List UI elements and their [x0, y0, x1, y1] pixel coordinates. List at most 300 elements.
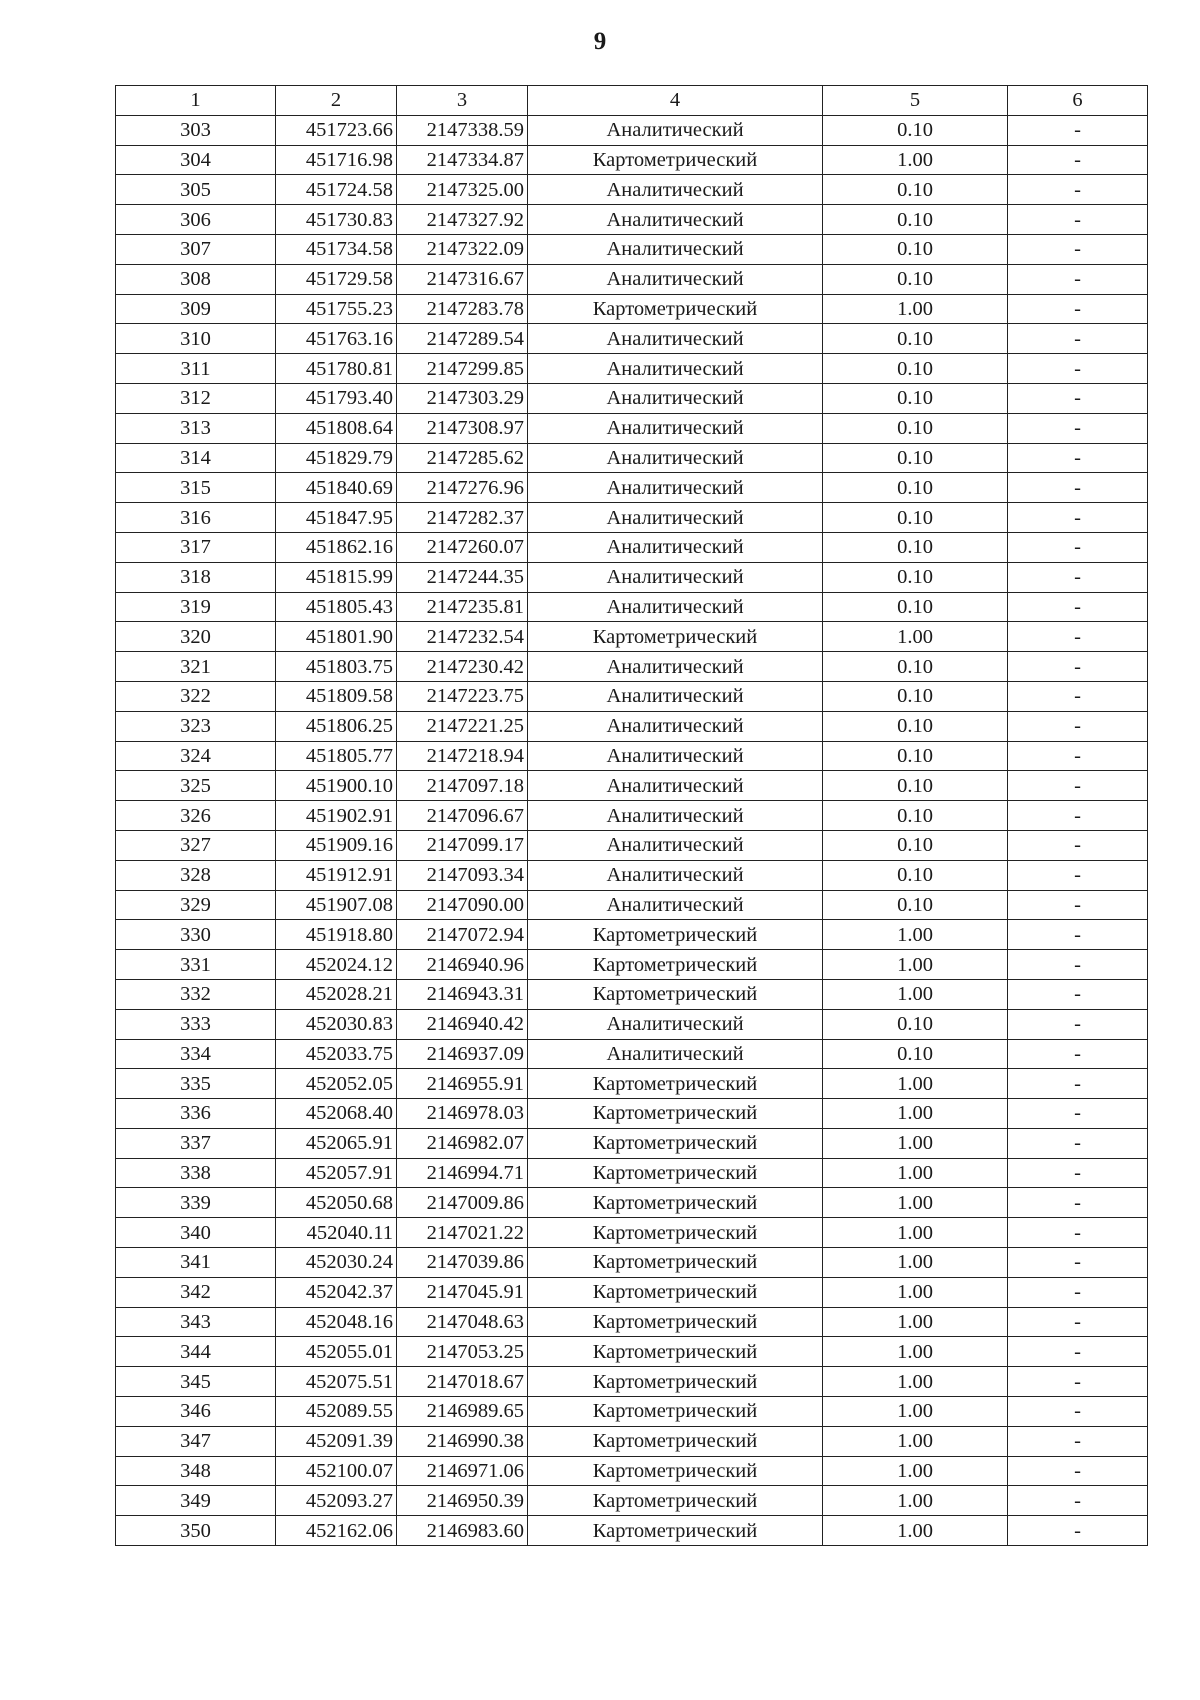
point-number-cell: 347	[116, 1426, 276, 1456]
x-coordinate-cell: 451907.08	[276, 890, 397, 920]
y-coordinate-cell: 2147045.91	[397, 1277, 528, 1307]
point-number-cell: 315	[116, 473, 276, 503]
y-coordinate-cell: 2147244.35	[397, 562, 528, 592]
method-cell: Картометрический	[528, 1277, 823, 1307]
y-coordinate-cell: 2146990.38	[397, 1426, 528, 1456]
point-number-cell: 306	[116, 205, 276, 235]
y-coordinate-cell: 2147260.07	[397, 532, 528, 562]
table-row	[116, 890, 1148, 920]
accuracy-cell: 0.10	[823, 860, 1008, 890]
method-cell: Аналитический	[528, 890, 823, 920]
method-cell: Картометрический	[528, 1426, 823, 1456]
table-row	[116, 234, 1148, 264]
note-cell: -	[1008, 324, 1148, 354]
accuracy-cell: 0.10	[823, 175, 1008, 205]
table-row	[116, 1397, 1148, 1427]
table-row	[116, 1218, 1148, 1248]
accuracy-cell: 0.10	[823, 354, 1008, 384]
x-coordinate-cell: 451806.25	[276, 711, 397, 741]
note-cell: -	[1008, 1456, 1148, 1486]
x-coordinate-cell: 451912.91	[276, 860, 397, 890]
note-cell: -	[1008, 115, 1148, 145]
method-cell: Картометрический	[528, 1307, 823, 1337]
y-coordinate-cell: 2146937.09	[397, 1039, 528, 1069]
y-coordinate-cell: 2146983.60	[397, 1516, 528, 1546]
method-cell: Аналитический	[528, 1039, 823, 1069]
point-number-cell: 332	[116, 979, 276, 1009]
column-header-3: 3	[397, 86, 528, 116]
x-coordinate-cell: 451902.91	[276, 801, 397, 831]
note-cell: -	[1008, 1099, 1148, 1129]
note-cell: -	[1008, 711, 1148, 741]
note-cell: -	[1008, 1277, 1148, 1307]
y-coordinate-cell: 2147218.94	[397, 741, 528, 771]
point-number-cell: 339	[116, 1188, 276, 1218]
y-coordinate-cell: 2147039.86	[397, 1248, 528, 1278]
note-cell: -	[1008, 1516, 1148, 1546]
accuracy-cell: 1.00	[823, 950, 1008, 980]
note-cell: -	[1008, 1039, 1148, 1069]
table-row	[116, 622, 1148, 652]
y-coordinate-cell: 2147289.54	[397, 324, 528, 354]
table-row	[116, 1128, 1148, 1158]
table-row	[116, 1337, 1148, 1367]
note-cell: -	[1008, 1218, 1148, 1248]
point-number-cell: 325	[116, 771, 276, 801]
y-coordinate-cell: 2146950.39	[397, 1486, 528, 1516]
accuracy-cell: 1.00	[823, 979, 1008, 1009]
table-row	[116, 681, 1148, 711]
x-coordinate-cell: 451730.83	[276, 205, 397, 235]
accuracy-cell: 0.10	[823, 681, 1008, 711]
point-number-cell: 304	[116, 145, 276, 175]
y-coordinate-cell: 2147099.17	[397, 830, 528, 860]
method-cell: Аналитический	[528, 205, 823, 235]
method-cell: Картометрический	[528, 1069, 823, 1099]
y-coordinate-cell: 2147334.87	[397, 145, 528, 175]
y-coordinate-cell: 2147009.86	[397, 1188, 528, 1218]
x-coordinate-cell: 452048.16	[276, 1307, 397, 1337]
accuracy-cell: 1.00	[823, 1218, 1008, 1248]
x-coordinate-cell: 452030.24	[276, 1248, 397, 1278]
x-coordinate-cell: 452065.91	[276, 1128, 397, 1158]
table-row	[116, 115, 1148, 145]
table-row	[116, 175, 1148, 205]
y-coordinate-cell: 2147276.96	[397, 473, 528, 503]
method-cell: Картометрический	[528, 1486, 823, 1516]
method-cell: Аналитический	[528, 234, 823, 264]
y-coordinate-cell: 2146943.31	[397, 979, 528, 1009]
point-number-cell: 333	[116, 1009, 276, 1039]
note-cell: -	[1008, 1367, 1148, 1397]
table-row	[116, 1039, 1148, 1069]
accuracy-cell: 0.10	[823, 652, 1008, 682]
point-number-cell: 330	[116, 920, 276, 950]
y-coordinate-cell: 2147308.97	[397, 413, 528, 443]
accuracy-cell: 0.10	[823, 324, 1008, 354]
y-coordinate-cell: 2146955.91	[397, 1069, 528, 1099]
y-coordinate-cell: 2147299.85	[397, 354, 528, 384]
table-row	[116, 443, 1148, 473]
y-coordinate-cell: 2146940.42	[397, 1009, 528, 1039]
accuracy-cell: 1.00	[823, 1188, 1008, 1218]
method-cell: Аналитический	[528, 562, 823, 592]
note-cell: -	[1008, 1069, 1148, 1099]
note-cell: -	[1008, 801, 1148, 831]
method-cell: Картометрический	[528, 920, 823, 950]
point-number-cell: 349	[116, 1486, 276, 1516]
method-cell: Аналитический	[528, 264, 823, 294]
x-coordinate-cell: 452057.91	[276, 1158, 397, 1188]
x-coordinate-cell: 451847.95	[276, 503, 397, 533]
method-cell: Картометрический	[528, 1397, 823, 1427]
accuracy-cell: 0.10	[823, 443, 1008, 473]
x-coordinate-cell: 452040.11	[276, 1218, 397, 1248]
note-cell: -	[1008, 622, 1148, 652]
accuracy-cell: 0.10	[823, 383, 1008, 413]
x-coordinate-cell: 451909.16	[276, 830, 397, 860]
note-cell: -	[1008, 890, 1148, 920]
note-cell: -	[1008, 294, 1148, 324]
method-cell: Аналитический	[528, 115, 823, 145]
y-coordinate-cell: 2147327.92	[397, 205, 528, 235]
point-number-cell: 303	[116, 115, 276, 145]
y-coordinate-cell: 2147230.42	[397, 652, 528, 682]
accuracy-cell: 0.10	[823, 711, 1008, 741]
table-row	[116, 801, 1148, 831]
x-coordinate-cell: 452093.27	[276, 1486, 397, 1516]
note-cell: -	[1008, 1248, 1148, 1278]
x-coordinate-cell: 451815.99	[276, 562, 397, 592]
point-number-cell: 318	[116, 562, 276, 592]
table-row	[116, 205, 1148, 235]
accuracy-cell: 1.00	[823, 294, 1008, 324]
coordinates-table	[115, 85, 1148, 1546]
note-cell: -	[1008, 1158, 1148, 1188]
accuracy-cell: 0.10	[823, 801, 1008, 831]
point-number-cell: 323	[116, 711, 276, 741]
accuracy-cell: 1.00	[823, 1248, 1008, 1278]
accuracy-cell: 0.10	[823, 562, 1008, 592]
table-row	[116, 1158, 1148, 1188]
accuracy-cell: 1.00	[823, 1099, 1008, 1129]
point-number-cell: 308	[116, 264, 276, 294]
point-number-cell: 338	[116, 1158, 276, 1188]
method-cell: Аналитический	[528, 503, 823, 533]
y-coordinate-cell: 2147223.75	[397, 681, 528, 711]
note-cell: -	[1008, 175, 1148, 205]
header-row	[116, 86, 1148, 116]
y-coordinate-cell: 2147338.59	[397, 115, 528, 145]
x-coordinate-cell: 452033.75	[276, 1039, 397, 1069]
point-number-cell: 336	[116, 1099, 276, 1129]
x-coordinate-cell: 452052.05	[276, 1069, 397, 1099]
point-number-cell: 319	[116, 592, 276, 622]
method-cell: Аналитический	[528, 711, 823, 741]
table-row	[116, 413, 1148, 443]
point-number-cell: 310	[116, 324, 276, 354]
y-coordinate-cell: 2147048.63	[397, 1307, 528, 1337]
point-number-cell: 335	[116, 1069, 276, 1099]
table-row	[116, 741, 1148, 771]
table-row	[116, 711, 1148, 741]
point-number-cell: 307	[116, 234, 276, 264]
accuracy-cell: 1.00	[823, 1307, 1008, 1337]
column-header-5: 5	[823, 86, 1008, 116]
y-coordinate-cell: 2146940.96	[397, 950, 528, 980]
accuracy-cell: 0.10	[823, 890, 1008, 920]
table-row	[116, 1307, 1148, 1337]
x-coordinate-cell: 451793.40	[276, 383, 397, 413]
method-cell: Аналитический	[528, 443, 823, 473]
x-coordinate-cell: 452089.55	[276, 1397, 397, 1427]
method-cell: Аналитический	[528, 1009, 823, 1039]
note-cell: -	[1008, 1128, 1148, 1158]
x-coordinate-cell: 451729.58	[276, 264, 397, 294]
table-row	[116, 354, 1148, 384]
accuracy-cell: 0.10	[823, 473, 1008, 503]
y-coordinate-cell: 2147096.67	[397, 801, 528, 831]
x-coordinate-cell: 452075.51	[276, 1367, 397, 1397]
table-row	[116, 950, 1148, 980]
note-cell: -	[1008, 443, 1148, 473]
x-coordinate-cell: 451829.79	[276, 443, 397, 473]
x-coordinate-cell: 451723.66	[276, 115, 397, 145]
method-cell: Картометрический	[528, 1128, 823, 1158]
table-row	[116, 532, 1148, 562]
note-cell: -	[1008, 920, 1148, 950]
accuracy-cell: 1.00	[823, 1069, 1008, 1099]
table-row	[116, 830, 1148, 860]
table-row	[116, 1099, 1148, 1129]
note-cell: -	[1008, 1009, 1148, 1039]
point-number-cell: 324	[116, 741, 276, 771]
method-cell: Аналитический	[528, 473, 823, 503]
method-cell: Картометрический	[528, 1099, 823, 1129]
method-cell: Аналитический	[528, 383, 823, 413]
note-cell: -	[1008, 1486, 1148, 1516]
note-cell: -	[1008, 1397, 1148, 1427]
page-number: 9	[593, 28, 607, 55]
table-row	[116, 1426, 1148, 1456]
x-coordinate-cell: 452100.07	[276, 1456, 397, 1486]
accuracy-cell: 1.00	[823, 1516, 1008, 1546]
point-number-cell: 344	[116, 1337, 276, 1367]
y-coordinate-cell: 2147090.00	[397, 890, 528, 920]
accuracy-cell: 1.00	[823, 1456, 1008, 1486]
point-number-cell: 322	[116, 681, 276, 711]
x-coordinate-cell: 451801.90	[276, 622, 397, 652]
x-coordinate-cell: 452055.01	[276, 1337, 397, 1367]
x-coordinate-cell: 451809.58	[276, 681, 397, 711]
table-row	[116, 1486, 1148, 1516]
x-coordinate-cell: 451918.80	[276, 920, 397, 950]
method-cell: Картометрический	[528, 1188, 823, 1218]
table-row	[116, 383, 1148, 413]
y-coordinate-cell: 2147021.22	[397, 1218, 528, 1248]
table-row	[116, 1456, 1148, 1486]
table-header	[116, 86, 1148, 116]
point-number-cell: 321	[116, 652, 276, 682]
point-number-cell: 327	[116, 830, 276, 860]
method-cell: Аналитический	[528, 771, 823, 801]
x-coordinate-cell: 452068.40	[276, 1099, 397, 1129]
y-coordinate-cell: 2147303.29	[397, 383, 528, 413]
note-cell: -	[1008, 1426, 1148, 1456]
x-coordinate-cell: 451900.10	[276, 771, 397, 801]
y-coordinate-cell: 2147097.18	[397, 771, 528, 801]
note-cell: -	[1008, 1337, 1148, 1367]
x-coordinate-cell: 451734.58	[276, 234, 397, 264]
method-cell: Картометрический	[528, 1218, 823, 1248]
table-row	[116, 145, 1148, 175]
x-coordinate-cell: 452091.39	[276, 1426, 397, 1456]
note-cell: -	[1008, 860, 1148, 890]
method-cell: Картометрический	[528, 1248, 823, 1278]
x-coordinate-cell: 451803.75	[276, 652, 397, 682]
method-cell: Аналитический	[528, 175, 823, 205]
accuracy-cell: 0.10	[823, 771, 1008, 801]
point-number-cell: 313	[116, 413, 276, 443]
note-cell: -	[1008, 979, 1148, 1009]
y-coordinate-cell: 2147053.25	[397, 1337, 528, 1367]
method-cell: Картометрический	[528, 979, 823, 1009]
x-coordinate-cell: 451716.98	[276, 145, 397, 175]
method-cell: Картометрический	[528, 622, 823, 652]
method-cell: Картометрический	[528, 1337, 823, 1367]
note-cell: -	[1008, 413, 1148, 443]
accuracy-cell: 1.00	[823, 145, 1008, 175]
x-coordinate-cell: 451808.64	[276, 413, 397, 443]
y-coordinate-cell: 2146978.03	[397, 1099, 528, 1129]
method-cell: Аналитический	[528, 324, 823, 354]
point-number-cell: 334	[116, 1039, 276, 1069]
y-coordinate-cell: 2146994.71	[397, 1158, 528, 1188]
method-cell: Аналитический	[528, 592, 823, 622]
note-cell: -	[1008, 473, 1148, 503]
table-row	[116, 294, 1148, 324]
y-coordinate-cell: 2147072.94	[397, 920, 528, 950]
point-number-cell: 317	[116, 532, 276, 562]
accuracy-cell: 0.10	[823, 592, 1008, 622]
x-coordinate-cell: 451755.23	[276, 294, 397, 324]
x-coordinate-cell: 451724.58	[276, 175, 397, 205]
point-number-cell: 311	[116, 354, 276, 384]
note-cell: -	[1008, 503, 1148, 533]
table-row	[116, 1248, 1148, 1278]
y-coordinate-cell: 2147283.78	[397, 294, 528, 324]
table-row	[116, 979, 1148, 1009]
table-row	[116, 1009, 1148, 1039]
accuracy-cell: 1.00	[823, 1426, 1008, 1456]
y-coordinate-cell: 2147018.67	[397, 1367, 528, 1397]
table-row	[116, 1516, 1148, 1546]
point-number-cell: 326	[116, 801, 276, 831]
note-cell: -	[1008, 771, 1148, 801]
table-row	[116, 473, 1148, 503]
point-number-cell: 328	[116, 860, 276, 890]
table-row	[116, 1277, 1148, 1307]
point-number-cell: 337	[116, 1128, 276, 1158]
method-cell: Картометрический	[528, 1456, 823, 1486]
x-coordinate-cell: 452030.83	[276, 1009, 397, 1039]
note-cell: -	[1008, 205, 1148, 235]
table-row	[116, 1069, 1148, 1099]
note-cell: -	[1008, 562, 1148, 592]
note-cell: -	[1008, 592, 1148, 622]
table-row	[116, 1188, 1148, 1218]
method-cell: Аналитический	[528, 413, 823, 443]
column-header-1: 1	[116, 86, 276, 116]
x-coordinate-cell: 452162.06	[276, 1516, 397, 1546]
y-coordinate-cell: 2146989.65	[397, 1397, 528, 1427]
accuracy-cell: 1.00	[823, 1486, 1008, 1516]
point-number-cell: 340	[116, 1218, 276, 1248]
method-cell: Аналитический	[528, 532, 823, 562]
y-coordinate-cell: 2147282.37	[397, 503, 528, 533]
table-row	[116, 592, 1148, 622]
accuracy-cell: 1.00	[823, 1397, 1008, 1427]
y-coordinate-cell: 2147093.34	[397, 860, 528, 890]
accuracy-cell: 1.00	[823, 1277, 1008, 1307]
table-row	[116, 324, 1148, 354]
accuracy-cell: 0.10	[823, 205, 1008, 235]
point-number-cell: 309	[116, 294, 276, 324]
accuracy-cell: 0.10	[823, 234, 1008, 264]
note-cell: -	[1008, 1307, 1148, 1337]
y-coordinate-cell: 2147221.25	[397, 711, 528, 741]
note-cell: -	[1008, 681, 1148, 711]
point-number-cell: 314	[116, 443, 276, 473]
note-cell: -	[1008, 741, 1148, 771]
method-cell: Картометрический	[528, 1367, 823, 1397]
x-coordinate-cell: 452024.12	[276, 950, 397, 980]
note-cell: -	[1008, 234, 1148, 264]
note-cell: -	[1008, 383, 1148, 413]
point-number-cell: 305	[116, 175, 276, 205]
column-header-2: 2	[276, 86, 397, 116]
accuracy-cell: 1.00	[823, 1158, 1008, 1188]
x-coordinate-cell: 451862.16	[276, 532, 397, 562]
method-cell: Картометрический	[528, 950, 823, 980]
x-coordinate-cell: 451763.16	[276, 324, 397, 354]
accuracy-cell: 0.10	[823, 264, 1008, 294]
method-cell: Аналитический	[528, 741, 823, 771]
point-number-cell: 341	[116, 1248, 276, 1278]
table-row	[116, 562, 1148, 592]
accuracy-cell: 0.10	[823, 115, 1008, 145]
note-cell: -	[1008, 1188, 1148, 1218]
table-row	[116, 503, 1148, 533]
method-cell: Аналитический	[528, 681, 823, 711]
y-coordinate-cell: 2146971.06	[397, 1456, 528, 1486]
point-number-cell: 345	[116, 1367, 276, 1397]
x-coordinate-cell: 451780.81	[276, 354, 397, 384]
accuracy-cell: 0.10	[823, 1039, 1008, 1069]
method-cell: Картометрический	[528, 1158, 823, 1188]
column-header-4: 4	[528, 86, 823, 116]
note-cell: -	[1008, 354, 1148, 384]
method-cell: Аналитический	[528, 860, 823, 890]
y-coordinate-cell: 2147322.09	[397, 234, 528, 264]
method-cell: Аналитический	[528, 354, 823, 384]
method-cell: Аналитический	[528, 801, 823, 831]
accuracy-cell: 0.10	[823, 1009, 1008, 1039]
point-number-cell: 348	[116, 1456, 276, 1486]
point-number-cell: 343	[116, 1307, 276, 1337]
accuracy-cell: 1.00	[823, 920, 1008, 950]
accuracy-cell: 0.10	[823, 413, 1008, 443]
